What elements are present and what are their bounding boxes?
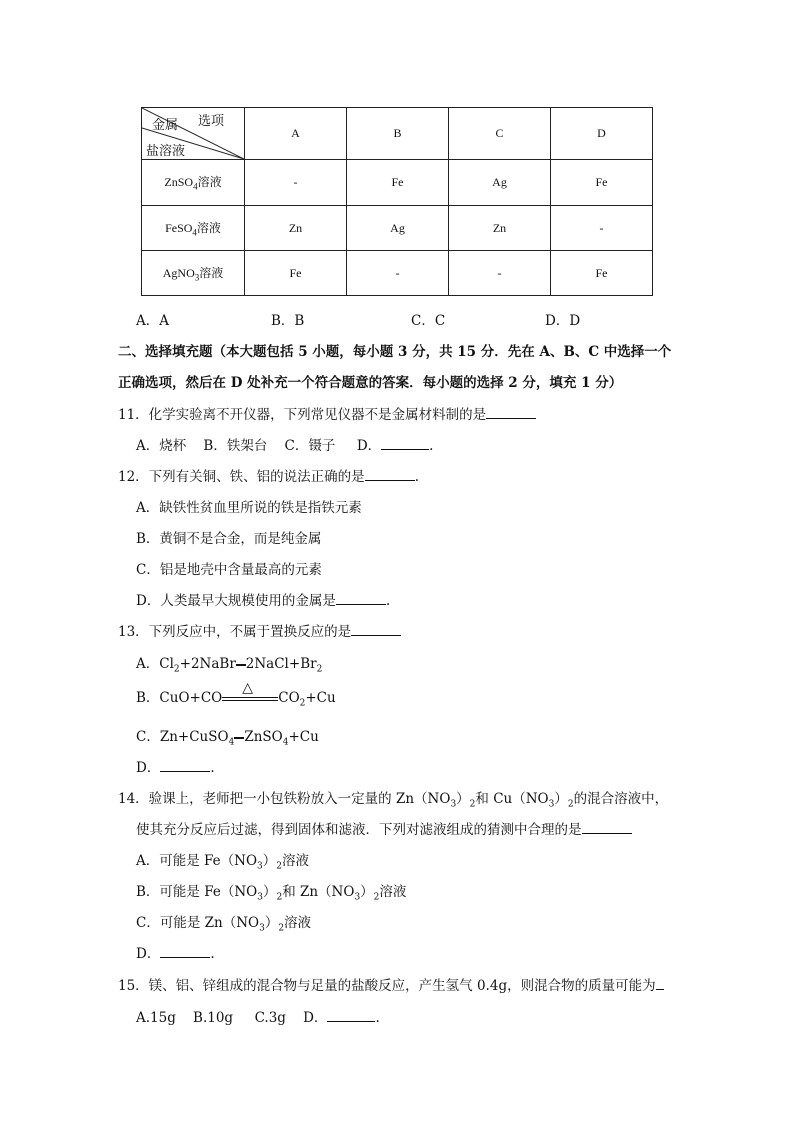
q14-b-sub-1: 3 <box>257 892 263 903</box>
q14-sub-4: 2 <box>567 799 574 810</box>
q13-b-cu: +Cu <box>305 690 336 706</box>
q15-answer-blank[interactable] <box>656 977 664 990</box>
q13-d-period: . <box>210 760 215 776</box>
q14-c-sub-1: 3 <box>259 923 265 934</box>
q11-d-blank[interactable] <box>381 437 429 450</box>
q11-answer-blank[interactable] <box>486 406 536 419</box>
q13-b-co: CO <box>278 690 300 706</box>
q13-option-b <box>136 679 336 714</box>
q13-answer-blank[interactable] <box>351 623 401 636</box>
q15-option-a: A.15g <box>136 1010 176 1026</box>
column-header-a: A <box>245 108 347 160</box>
row-label-suffix: 溶液 <box>196 220 221 235</box>
q13-a-product: 2NaCl+Br <box>245 656 317 672</box>
row-label <box>142 251 245 296</box>
q14-b-text-5: 溶液 <box>379 884 407 900</box>
q13-d-label: D． <box>136 760 161 776</box>
q13-b-arrow <box>222 679 278 706</box>
table-cell: - <box>449 251 551 296</box>
q13-stem-text: 13．下列反应中，不属于置换反应的是 <box>118 624 352 640</box>
q14-a-text-3: 溶液 <box>282 853 310 869</box>
q11-option-d: D． <box>356 438 382 454</box>
table-cell: Zn <box>245 206 347 251</box>
table-row <box>142 206 653 251</box>
header-metal: 金属 <box>152 117 179 132</box>
q15-option-b: B.10g <box>193 1010 234 1026</box>
q14-answer-blank[interactable] <box>582 821 632 834</box>
q10-option-d: D．D <box>545 313 581 329</box>
q13-c-product: ZnSO <box>244 729 283 745</box>
q10-option-a: A．A <box>136 313 169 329</box>
q14-c-text-1: C．可能是 Zn（NO <box>136 915 260 931</box>
q13-b-heat-symbol: △ <box>242 679 254 696</box>
row-label-suffix: 溶液 <box>199 265 224 280</box>
q12-option-d <box>136 591 390 611</box>
q11-stem-text: 11．化学实验离不开仪器，下列常见仪器不是金属材料制的是 <box>118 407 487 423</box>
q13-a-cl: Cl <box>159 656 174 672</box>
q14-c-text-2: ） <box>264 915 279 931</box>
q15-period: . <box>375 1010 380 1026</box>
column-header-b: B <box>347 108 449 160</box>
table-row <box>142 251 653 296</box>
q14-b-text-1: B．可能是 Fe（NO <box>136 884 258 900</box>
table-cell: Zn <box>449 206 551 251</box>
q14-stem-line1 <box>118 789 668 815</box>
q14-sub-3: 3 <box>548 799 555 810</box>
q14-option-a <box>136 851 309 877</box>
q13-a-equals <box>236 664 246 666</box>
q12-d-period: . <box>385 593 391 609</box>
q14-b-sub-3: 3 <box>354 892 361 903</box>
q14-b-text-3: 和 Zn（NO <box>282 884 355 900</box>
row-label-formula: ZnSO <box>164 175 194 190</box>
q12-option-b: B．黄铜不是合金，而是纯金属 <box>136 531 322 547</box>
row-label-formula: FeSO <box>165 220 193 235</box>
q14-option-b <box>136 882 406 908</box>
q13-c-cu: +Cu <box>288 729 319 745</box>
table-cell: Fe <box>245 251 347 296</box>
q13-b-double-line <box>222 697 278 701</box>
row-label-subscript: 3 <box>194 272 200 283</box>
q14-d-label: D． <box>136 946 161 962</box>
q14-d-period: . <box>210 946 215 962</box>
q14-b-sub-4: 2 <box>373 892 380 903</box>
q12-option-d-text: D．人类最早大规模使用的金属是 <box>136 593 336 609</box>
q11-period: . <box>429 438 434 454</box>
q15-stem <box>118 976 664 996</box>
q14-text-5: 的混合溶液中， <box>573 791 669 807</box>
row-label-subscript: 4 <box>192 227 197 238</box>
q14-a-text-1: A．可能是 Fe（NO <box>136 853 258 869</box>
table-cell: Ag <box>449 160 551 206</box>
column-header-c: C <box>449 108 551 160</box>
q11-option-a: A．烧杯 <box>136 438 187 454</box>
q13-c-reactants: Zn+CuSO <box>159 729 229 745</box>
q14-text-2: ） <box>456 791 470 807</box>
q13-option-d <box>136 758 215 778</box>
q14-text-1: 14．验课上，老师把一小包铁粉放入一定量的 Zn（NO <box>118 791 451 807</box>
q15-d-blank[interactable] <box>327 1009 375 1022</box>
row-label-suffix: 溶液 <box>197 175 222 190</box>
table-cell: Fe <box>551 160 653 206</box>
q14-a-sub-1: 3 <box>257 861 263 872</box>
q13-b-reactants: CuO+CO <box>159 690 223 706</box>
table-cell: - <box>551 206 653 251</box>
table-diagonal-header <box>142 108 245 160</box>
q12-period: . <box>414 469 419 485</box>
q14-c-text-3: 溶液 <box>284 915 312 931</box>
q14-option-c <box>136 913 311 939</box>
row-label-subscript: 4 <box>193 181 198 192</box>
table-cell: Ag <box>347 206 449 251</box>
q13-c-sub2: 4 <box>282 737 289 748</box>
q13-d-blank[interactable] <box>160 759 210 772</box>
q14-text-4: ） <box>554 791 568 807</box>
q13-option-c <box>136 727 319 753</box>
q15-stem-text: 15．镁、铝、锌组成的混合物与足量的盐酸反应，产生氢气 0.4g，则混合物的质量可能为 <box>118 978 656 994</box>
q10-option-c: C．C <box>411 313 446 329</box>
q13-a-reactant: +2NaBr <box>179 656 236 672</box>
q13-stem <box>118 622 401 642</box>
q13-b-label: B． <box>136 690 160 706</box>
row-label <box>142 160 245 206</box>
q14-option-d <box>136 944 215 964</box>
q11-stem <box>118 405 536 425</box>
q10-option-b: B．B <box>271 313 305 329</box>
table-cell: - <box>245 160 347 206</box>
q12-option-c: C．铝是地壳中含量最高的元素 <box>136 562 322 578</box>
section2-heading-line1: 二、选择填充题（本大题包括 5 小题，每小题 3 分，共 15 分．先在 A、B、C 中选择一个 <box>118 344 672 360</box>
q14-b-sub-2: 2 <box>276 892 283 903</box>
q13-a-sub2: 2 <box>316 664 323 675</box>
table-cell: Fe <box>347 160 449 206</box>
q12-d-blank[interactable] <box>336 592 386 605</box>
q14-a-text-2: ） <box>262 853 277 869</box>
q11-option-c: C．镊子 <box>284 438 336 454</box>
q15-option-c: C.3g <box>254 1010 286 1026</box>
q14-b-text-4: ） <box>360 884 374 900</box>
q12-stem <box>118 467 419 487</box>
q13-a-label: A． <box>136 656 160 672</box>
q13-c-equals <box>234 737 244 739</box>
q15-option-d: D． <box>303 1010 328 1026</box>
header-option: 选项 <box>198 113 225 128</box>
q14-sub-1: 3 <box>450 799 457 810</box>
q10-options <box>136 311 580 331</box>
q13-a-sub: 2 <box>173 664 180 675</box>
q14-sub-2: 2 <box>469 799 476 810</box>
q14-b-text-2: ） <box>262 884 277 900</box>
table-cell: Fe <box>551 251 653 296</box>
metal-salt-table <box>141 107 653 296</box>
q11-option-b: B．铁架台 <box>203 438 268 454</box>
q15-options <box>136 1008 380 1028</box>
q14-c-sub-2: 2 <box>278 923 285 934</box>
q13-c-sub: 4 <box>228 737 235 748</box>
q12-answer-blank[interactable] <box>365 468 415 481</box>
table-cell: - <box>347 251 449 296</box>
header-salt: 盐溶液 <box>146 143 186 158</box>
section2-heading-line2: 正确选项，然后在 D 处补充一个符合题意的答案．每小题的选择 2 分，填充 1 分） <box>118 375 623 391</box>
q12-option-a: A．缺铁性贫血里所说的铁是指铁元素 <box>136 500 362 516</box>
table-row <box>142 160 653 206</box>
row-label <box>142 206 245 251</box>
row-label-formula: AgNO <box>162 265 195 280</box>
q13-option-a <box>136 654 322 680</box>
q13-c-label: C． <box>136 729 160 745</box>
q12-stem-text: 12．下列有关铜、铁、铝的说法正确的是 <box>118 469 365 485</box>
q14-line2-text: 使其充分反应后过滤，得到固体和滤液．下列对滤液组成的猜测中合理的是 <box>136 822 582 838</box>
q14-text-3: 和 Cu（NO <box>475 791 549 807</box>
q14-d-blank[interactable] <box>160 945 210 958</box>
q11-options <box>136 436 433 456</box>
q13-b-sub: 2 <box>299 698 306 709</box>
q14-a-sub-2: 2 <box>276 861 283 872</box>
column-header-d: D <box>551 108 653 160</box>
q14-stem-line2 <box>136 820 632 840</box>
